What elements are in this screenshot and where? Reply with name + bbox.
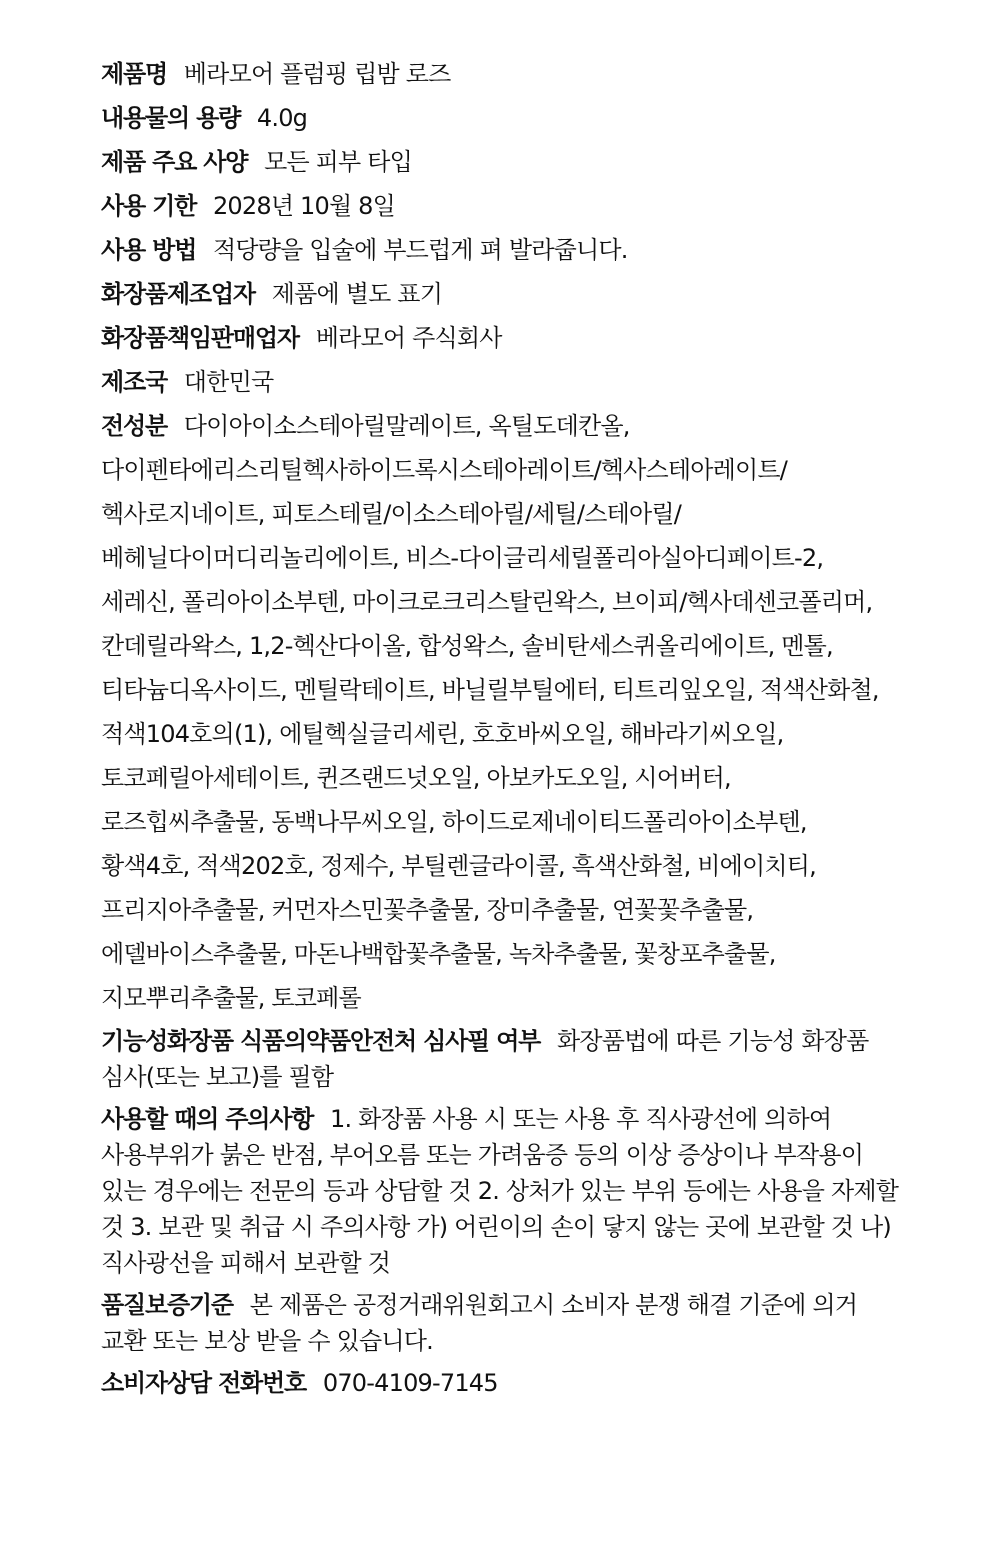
contact-label: 소비자상담 전화번호	[101, 1369, 307, 1397]
precautions-value: 1. 화장품 사용 시 또는 사용 후 직사광선에 의하여 사용부위가 붉은 반점, 부어오름 또는 가려움증 등의 이상 증상이나 부작용이 있는 경우에는 전문의 등과 상담할 것 2. 상처가 있는 부위 등에는 사용을 자제할 것 3. 보관 및 취급 시 주의사항 가) 어린이의 손이 닿지 않는 곳에 보관할 것 나) 직사광선을 피해서 보관할 것	[101, 1105, 899, 1277]
product-name-row	[101, 52, 901, 96]
precautions-row	[101, 1101, 901, 1281]
manufacturer-value: 제품에 별도 표기	[271, 280, 443, 308]
precautions-label: 사용할 때의 주의사항	[101, 1105, 314, 1133]
expiry-label: 사용 기한	[101, 192, 197, 220]
expiry-value: 2028년 10월 8일	[212, 192, 396, 220]
ingredients-value: 다이아이소스테아릴말레이트, 옥틸도데칸올, 다이펜타에리스리틸헥사하이드록시스테아레이트/헥사스테아레이트/헥사로지네이트, 피토스테릴/이소스테아릴/세틸/스테아릴/베헤닐다이머디리놀리에이트, 비스-다이글리세릴폴리아실아디페이트-2, 세레신, 폴리아이소부텐, 마이크로크리스탈린왁스, 브이피/헥사데센코폴리머, 칸데릴라왁스, 1,2-헥산다이올, 합성왁스, 솔비탄세스퀴올리에이트, 멘톨, 티타늄디옥사이드, 멘틸락테이트, 바닐릴부틸에터, 티트리잎오일, 적색산화철, 적색104호의(1), 에틸헥실글리세린, 호호바씨오일, 해바라기씨오일, 토코페릴아세테이트, 퀸즈랜드넛오일, 아보카도오일, 시어버터, 로즈힙씨추출물, 동백나무씨오일, 하이드로제네이티드폴리아이소부텐, 황색4호, 적색202호, 정제수, 부틸렌글라이콜, 흑색산화철, 비에이치티, 프리지아추출물, 커먼자스민꽃추출물, 장미추출물, 연꽃꽃추출물, 에델바이스추출물, 마돈나백합꽃추출물, 녹차추출물, 꽃창포추출물, 지모뿌리추출물, 토코페롤	[101, 412, 879, 1012]
ingredients-row	[101, 404, 901, 1020]
country-row	[101, 360, 901, 404]
usage-label: 사용 방법	[101, 236, 197, 264]
quality-standard-value: 본 제품은 공정거래위원회고시 소비자 분쟁 해결 기준에 의거 교환 또는 보상 받을 수 있습니다.	[101, 1291, 858, 1355]
volume-value: 4.0g	[256, 104, 308, 132]
product-name-value: 베라모어 플럼핑 립밤 로즈	[183, 60, 451, 88]
main-spec-label: 제품 주요 사양	[101, 148, 248, 176]
seller-value: 베라모어 주식회사	[315, 324, 502, 352]
functional-review-value: 화장품법에 따른 기능성 화장품 심사(또는 보고)를 필함	[101, 1027, 869, 1091]
contact-value: 070-4109-7145	[322, 1369, 498, 1397]
usage-row	[101, 228, 901, 272]
manufacturer-row	[101, 272, 901, 316]
seller-row	[101, 316, 901, 360]
seller-label: 화장품책임판매업자	[101, 324, 299, 352]
country-label: 제조국	[101, 368, 167, 396]
product-name-label: 제품명	[101, 60, 167, 88]
volume-row	[101, 96, 901, 140]
country-value: 대한민국	[183, 368, 274, 396]
quality-standard-label: 품질보증기준	[101, 1291, 233, 1319]
product-info-sheet	[101, 52, 901, 1407]
usage-value: 적당량을 입술에 부드럽게 펴 발라줍니다.	[212, 236, 628, 264]
volume-label: 내용물의 용량	[101, 104, 241, 132]
quality-standard-row	[101, 1287, 901, 1359]
functional-review-label: 기능성화장품 식품의약품안전처 심사필 여부	[101, 1027, 541, 1055]
ingredients-label: 전성분	[101, 412, 167, 440]
expiry-row	[101, 184, 901, 228]
functional-review-row	[101, 1023, 901, 1095]
main-spec-row	[101, 140, 901, 184]
manufacturer-label: 화장품제조업자	[101, 280, 255, 308]
main-spec-value: 모든 피부 타입	[264, 148, 413, 176]
contact-row	[101, 1365, 901, 1401]
